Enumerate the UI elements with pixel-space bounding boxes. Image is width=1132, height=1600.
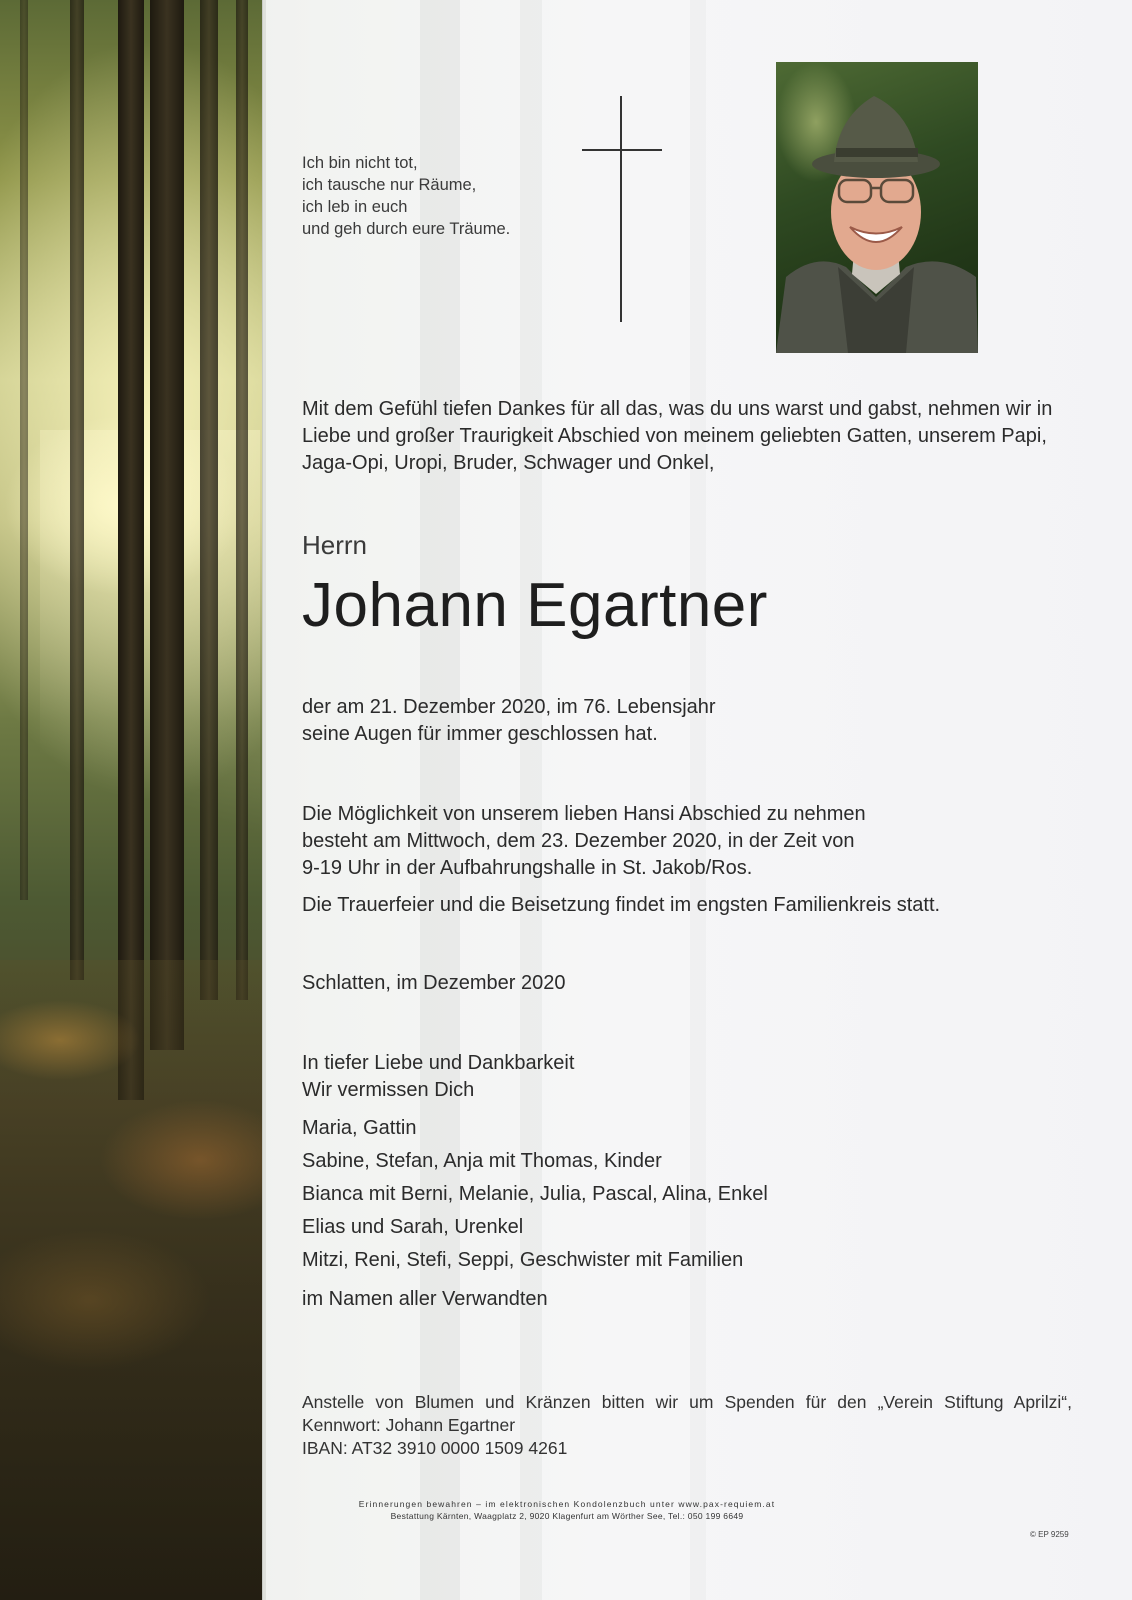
viewing-info [302,801,866,882]
poem: Ich bin nicht tot, ich tausche nur Räume, ich leb in euch und geh durch eure Träume. [302,154,511,238]
place-date: Schlatten, im Dezember 2020 [302,972,566,994]
viewing-line: besteht am Mittwoch, dem 23. Dezember 2020, in der Zeit von [302,830,855,852]
family-member: Sabine, Stefan, Anja mit Thomas, Kinder [302,1150,662,1172]
tree-trunk [236,0,248,1000]
family-member: Mitzi, Reni, Stefi, Seppi, Geschwister mit Familien [302,1249,744,1271]
portrait-photo [776,62,978,353]
viewing-line: 9-19 Uhr in der Aufbahrungshalle in St. Jakob/Ros. [302,857,753,879]
family-member: Bianca mit Berni, Melanie, Julia, Pascal, Alina, Enkel [302,1183,768,1205]
forest-image [0,0,262,1600]
intro-text: Mit dem Gefühl tiefen Dankes für all das, was du uns warst und gabst, nehmen wir in Liebe und großer Traurigkeit Abschied von meinem geliebten Gatten, unserem Papi, Jaga-Opi, Uropi, Bruder, Schwager und Onkel, [302,398,1053,474]
cross-icon [582,96,662,322]
death-notice-line: seine Augen für immer geschlossen hat. [302,723,658,745]
undergrowth [0,960,262,1600]
footer-address: Bestattung Kärnten, Waagplatz 2, 9020 Klagenfurt am Wörther See, Tel.: 050 199 6649 [390,1511,744,1521]
tree-trunk [118,0,144,1100]
tree-trunk [20,0,28,900]
family-member: Maria, Gattin [302,1117,417,1139]
farewell-text [302,1050,574,1104]
family-list [302,1115,768,1280]
salutation: Herrn [302,530,368,560]
tree-trunk [200,0,218,1000]
background-tree [690,0,706,1600]
donation-line: Kennwort: Johann Egartner [302,1415,516,1435]
closing-text: im Namen aller Verwandten [302,1288,548,1310]
background-tree [520,0,542,1600]
donation-line: Anstelle von Blumen und Kränzen bitten wir um Spenden für den „Verein Stiftung Aprilzi“, [302,1392,1072,1412]
print-code: © EP 9259 [1030,1530,1069,1539]
tree-trunk [70,0,84,980]
farewell-line: Wir vermissen Dich [302,1079,475,1101]
death-notice-line: der am 21. Dezember 2020, im 76. Lebensjahr [302,696,716,718]
donation-line: IBAN: AT32 3910 0000 1509 4261 [302,1438,568,1458]
background-tree [420,0,460,1600]
donation-info [302,1391,1072,1460]
family-member: Elias und Sarah, Urenkel [302,1216,524,1238]
deceased-name: Johann Egartner [302,571,768,640]
tree-trunk [150,0,184,1050]
viewing-line: Die Möglichkeit von unserem lieben Hansi Abschied zu nehmen [302,803,866,825]
footer-condolence: Erinnerungen bewahren – im elektronischen Kondolenzbuch unter www.pax-requiem.at [358,1499,776,1509]
farewell-line: In tiefer Liebe und Dankbarkeit [302,1052,575,1074]
death-notice [302,694,716,748]
vertical-divider [262,0,266,1600]
ceremony-info: Die Trauerfeier und die Beisetzung findet im engsten Familienkreis statt. [302,894,941,916]
